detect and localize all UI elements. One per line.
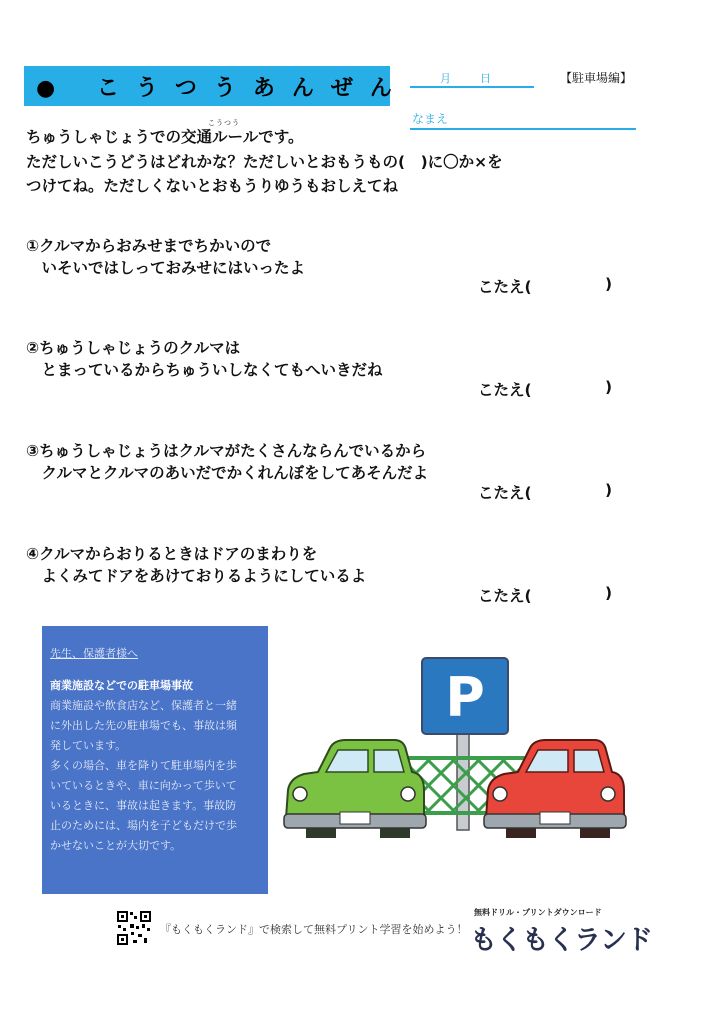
month-label: 月 <box>440 72 451 85</box>
date-field[interactable] <box>410 70 534 88</box>
note-line: いているときや、車に向かって歩いて <box>50 779 237 792</box>
parking-illustration <box>276 650 636 865</box>
answer-label: こたえ( <box>478 278 532 296</box>
answer-label: こたえ( <box>478 587 532 605</box>
answer-4[interactable] <box>478 584 613 606</box>
note-line: かせないことが大切です。 <box>50 839 182 852</box>
intro-line-3: つけてね。ただしくないとおもうりゆうもおしえてね <box>26 177 399 195</box>
note-subheading: 商業施設などでの駐車場事故 <box>50 679 193 692</box>
qr-code-icon[interactable] <box>116 910 152 946</box>
category-tag: 【駐車場編】 <box>560 71 633 85</box>
answer-close: ) <box>605 275 613 293</box>
question-1-line-1: ①クルマからおみせまでちかいので <box>26 237 272 255</box>
question-2-line-1: ②ちゅうしゃじょうのクルマは <box>26 339 241 357</box>
note-heading: 先生、保護者様へ <box>50 647 138 660</box>
answer-close: ) <box>605 481 613 499</box>
intro-line-2: ただしいこうどうはどれかな？ただしいとおもうもの( )に〇か×を <box>26 153 503 171</box>
note-line: 多くの場合、車を降りて駐車場内を歩 <box>50 759 237 772</box>
name-label: なまえ <box>412 112 449 126</box>
intro-line-1: ちゅうしゃじょうでの交通ルールです。 <box>26 128 304 146</box>
footer-message: 『もくもくランド』で検索して無料プリント学習を始めよう！ <box>160 923 468 936</box>
site-logo[interactable]: もくもくランド <box>470 925 652 956</box>
question-3-line-1: ③ちゅうしゃじょうはクルマがたくさんならんでいるから <box>26 442 427 460</box>
sign-letter: P <box>445 666 485 729</box>
answer-1[interactable] <box>478 275 613 297</box>
furigana: こうつう <box>208 119 240 127</box>
answer-close: ) <box>605 378 613 396</box>
worksheet-title: ● こうつうあんぜん <box>24 66 390 106</box>
question-4-line-2: よくみてドアをあけておりるようにしているよ <box>26 567 367 585</box>
answer-close: ) <box>605 584 613 602</box>
note-line: いるときに、事故は起きます。事故防 <box>50 799 237 812</box>
note-line: 発しています。 <box>50 739 127 752</box>
answer-3[interactable] <box>478 481 613 503</box>
note-line: に外出した先の駐車場でも、事故は頻 <box>50 719 237 732</box>
question-3-line-2: クルマとクルマのあいだでかくれんぼをしてあそんだよ <box>26 464 429 482</box>
note-line: 止のためには、場内を子どもだけで歩 <box>50 819 237 832</box>
answer-label: こたえ( <box>478 381 532 399</box>
red-car <box>484 740 626 838</box>
note-line: 商業施設や飲食店など、保護者と一緒 <box>50 699 237 712</box>
answer-label: こたえ( <box>478 484 532 502</box>
question-1-line-2: いそいではしっておみせにはいったよ <box>26 259 306 277</box>
name-field[interactable] <box>410 108 636 130</box>
green-car <box>284 740 426 838</box>
question-2-line-2: とまっているからちゅういしなくてもへいきだね <box>26 361 383 379</box>
logo-tagline: 無料ドリル・プリントダウンロード <box>474 908 602 917</box>
day-label: 日 <box>480 72 491 85</box>
question-4-line-1: ④クルマからおりるときはドアのまわりを <box>26 545 318 563</box>
parent-note <box>42 626 268 894</box>
answer-2[interactable] <box>478 378 613 400</box>
